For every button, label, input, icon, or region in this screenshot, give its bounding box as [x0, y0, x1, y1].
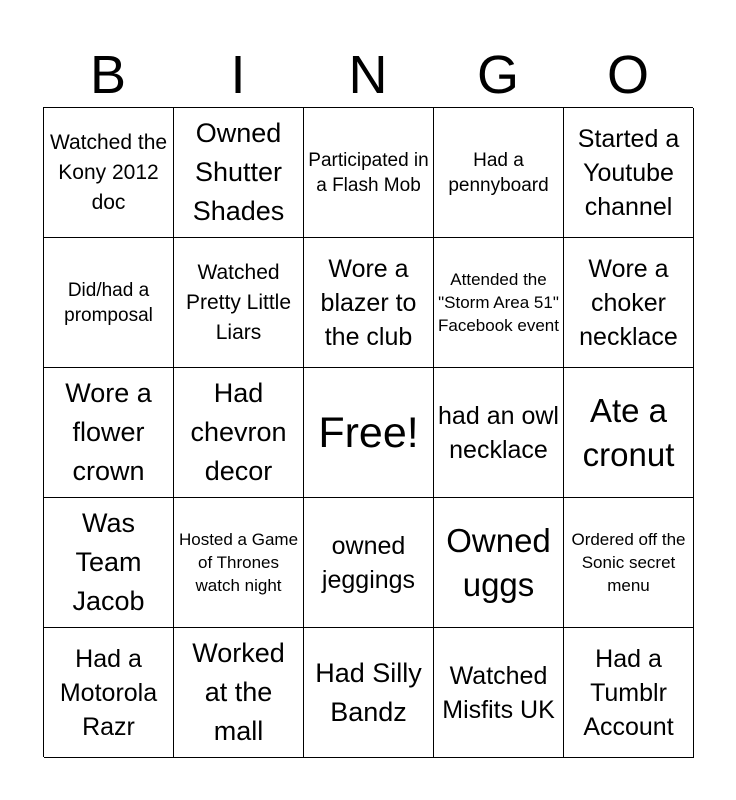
cell-text: Wore a flower crown: [65, 378, 152, 486]
header-letter-g: G: [476, 45, 519, 105]
bingo-cell[interactable]: [44, 238, 174, 368]
cell-text: had an owl necklace: [438, 401, 559, 464]
bingo-cell[interactable]: [304, 628, 434, 758]
bingo-cell[interactable]: [44, 498, 174, 628]
bingo-cell[interactable]: [304, 498, 434, 628]
cell-text: owned jeggings: [321, 531, 416, 594]
bingo-cell[interactable]: [44, 628, 174, 758]
bingo-cell[interactable]: [174, 368, 304, 498]
cell-text: Wore a choker necklace: [579, 254, 678, 351]
cell-text: Watched Misfits UK: [442, 661, 555, 724]
bingo-header: [43, 42, 693, 108]
bingo-cell[interactable]: [44, 368, 174, 498]
bingo-cell[interactable]: [434, 628, 564, 758]
bingo-cell[interactable]: [304, 238, 434, 368]
bingo-cell[interactable]: [174, 108, 304, 238]
bingo-cell[interactable]: [174, 238, 304, 368]
cell-text: Had a Motorola Razr: [59, 644, 158, 741]
bingo-cell[interactable]: [564, 498, 694, 628]
cell-text: Had a Tumblr Account: [583, 644, 674, 741]
bingo-grid: [43, 107, 693, 757]
header-letter-i: I: [230, 45, 246, 105]
cell-text: Started a Youtube channel: [577, 124, 680, 221]
cell-text: Owned uggs: [446, 521, 551, 603]
cell-text: Hosted a Game of Thrones watch night: [178, 530, 299, 595]
bingo-cell[interactable]: [434, 108, 564, 238]
bingo-cell[interactable]: [564, 238, 694, 368]
cell-text: Watched the Kony 2012 doc: [49, 130, 168, 214]
cell-text: Free!: [318, 408, 419, 457]
bingo-cell[interactable]: [174, 628, 304, 758]
bingo-cell[interactable]: [434, 368, 564, 498]
cell-text: Wore a blazer to the club: [320, 254, 417, 351]
header-letter-n: N: [348, 45, 388, 105]
bingo-cell[interactable]: [44, 108, 174, 238]
cell-text: Was Team Jacob: [72, 508, 145, 616]
header-letter-o: O: [606, 45, 649, 105]
bingo-cell[interactable]: [434, 238, 564, 368]
bingo-cell[interactable]: [304, 108, 434, 238]
bingo-cell[interactable]: [434, 498, 564, 628]
cell-text: Ate a cronut: [582, 391, 675, 473]
cell-text: Had chevron decor: [190, 378, 287, 486]
cell-text: Owned Shutter Shades: [192, 118, 285, 226]
bingo-cell[interactable]: [564, 368, 694, 498]
cell-text: Worked at the mall: [192, 638, 285, 746]
bingo-cell[interactable]: [564, 628, 694, 758]
cell-text: Had Silly Bandz: [315, 657, 422, 727]
bingo-cell[interactable]: [564, 108, 694, 238]
cell-text: Had a pennyboard: [448, 149, 549, 196]
cell-text: Ordered off the Sonic secret menu: [571, 530, 686, 595]
cell-text: Participated in a Flash Mob: [308, 149, 429, 196]
cell-text: Watched Pretty Little Liars: [185, 260, 292, 344]
cell-text: Attended the "Storm Area 51" Facebook event: [438, 270, 559, 335]
header-letter-b: B: [89, 45, 127, 105]
bingo-cell[interactable]: [174, 498, 304, 628]
cell-text: Did/had a promposal: [64, 279, 153, 326]
free-space-cell[interactable]: [304, 368, 434, 498]
